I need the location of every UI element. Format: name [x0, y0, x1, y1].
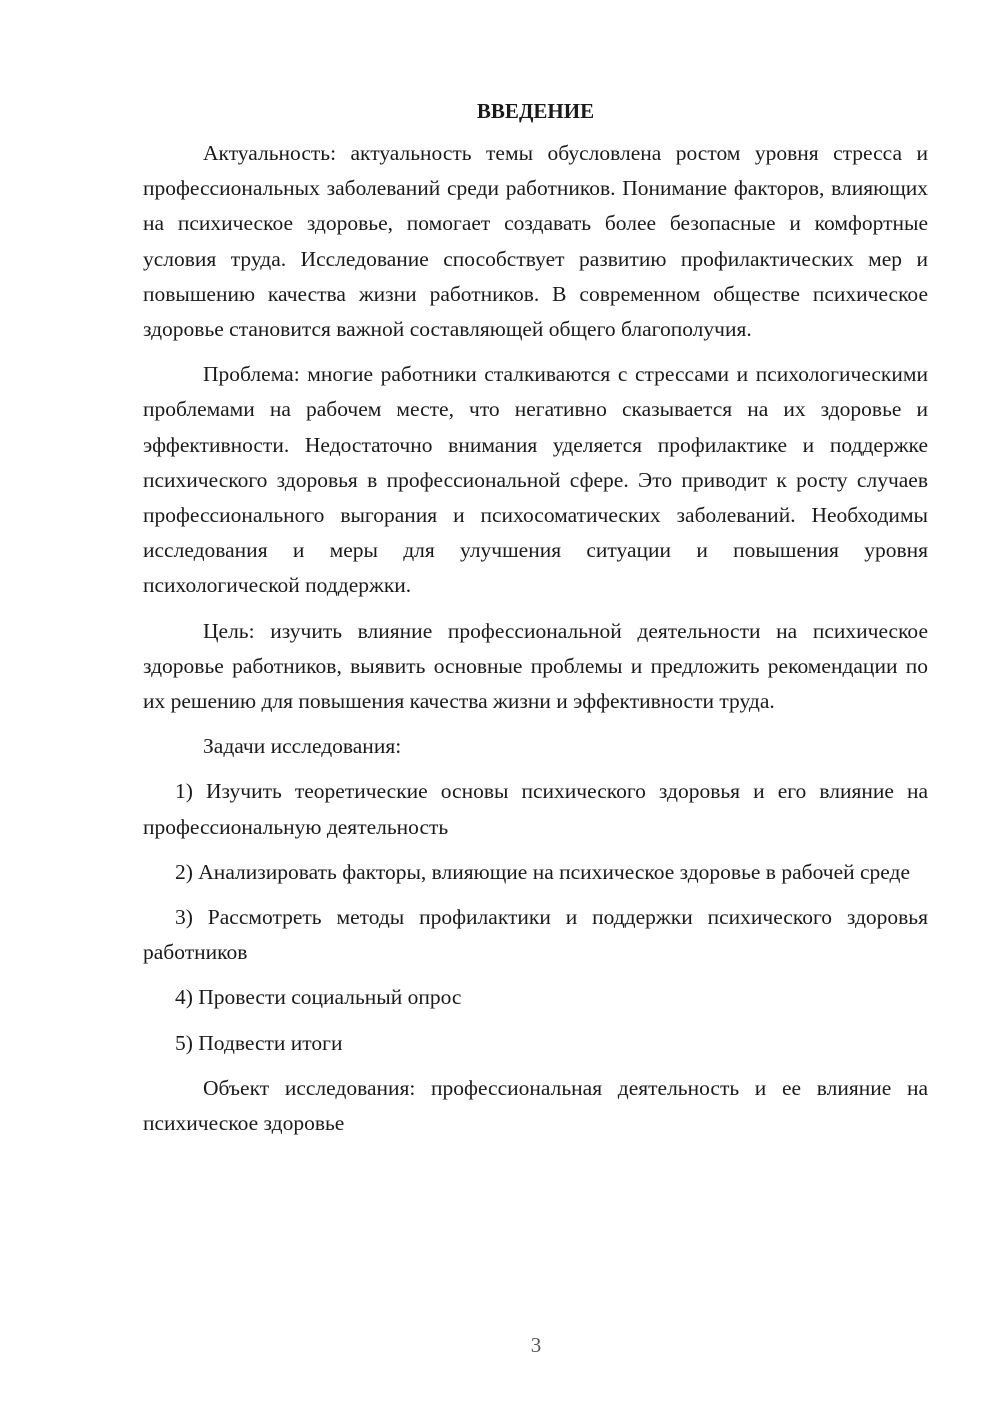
task-item-1: 1) Изучить теоретические основы психического здоровья и его влияние на профессиональную деятельность [143, 779, 928, 839]
document-body [143, 96, 928, 1151]
page-number: 3 [530, 1333, 542, 1357]
goal-paragraph: Цель: изучить влияние профессиональной деятельности на психическое здоровье работников, выявить основные проблемы и предложить рекомендации по их решению для повышения качества жизни и эффективности труда. [143, 618, 928, 714]
tasks-heading: Задачи исследования: [203, 734, 402, 759]
task-item-5: 5) Подвести итоги [175, 1030, 343, 1055]
problem-paragraph: Проблема: многие работники сталкиваются с стрессами и психологическими проблемами на рабочем месте, что негативно сказывается на их здоровье и эффективности. Недостаточно внимания уделяется профилактике и поддержке психического здоровья в профессиональной сфере. Это приводит к росту случаев профессионального выгорания и психосоматических заболеваний. Необходимы исследования и меры для улучшения ситуации и повышения уровня психологической поддержки. [143, 362, 928, 598]
relevance-paragraph: Актуальность: актуальность темы обусловлена ростом уровня стресса и профессиональных заболеваний среди работников. Понимание факторов, влияющих на психическое здоровье, помогает создавать более безопасные и комфортные условия труда. Исследование способствует развитию профилактических мер и повышению качества жизни работников. В современном обществе психическое здоровье становится важной составляющей общего благополучия. [143, 141, 928, 342]
task-item-2: 2) Анализировать факторы, влияющие на психическое здоровье в рабочей среде [175, 859, 911, 884]
object-paragraph: Объект исследования: профессиональная деятельность и ее влияние на психическое здоровье [143, 1075, 928, 1136]
task-item-4: 4) Провести социальный опрос [175, 985, 462, 1010]
page-title: ВВЕДЕНИЕ [476, 99, 595, 123]
task-item-3: 3) Рассмотреть методы профилактики и поддержки психического здоровья работников [143, 905, 928, 965]
